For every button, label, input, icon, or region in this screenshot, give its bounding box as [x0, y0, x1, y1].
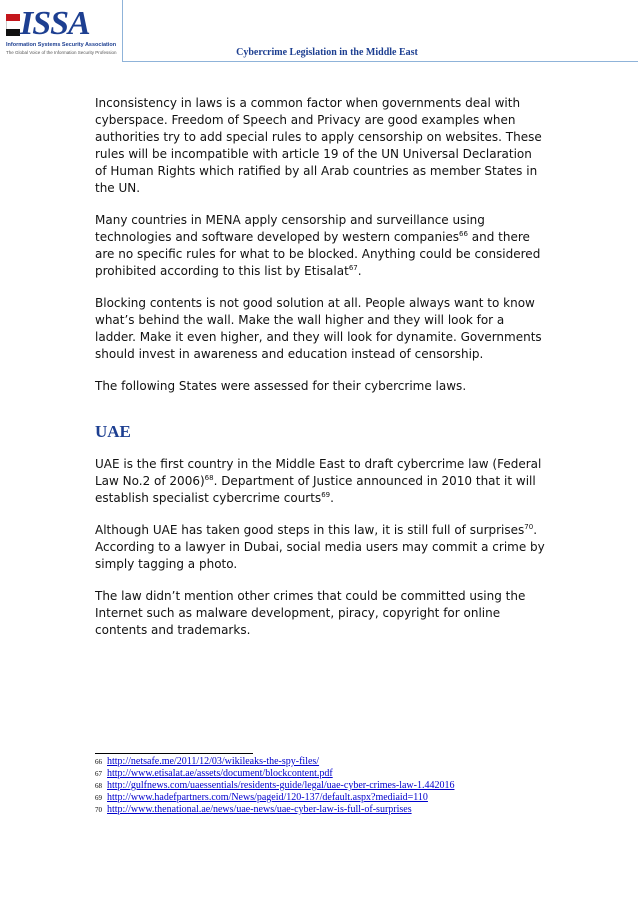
footnote-number: 66 — [95, 758, 102, 766]
paragraph: Many countries in MENA apply censorship and surveillance using technologies and software developed by western companies$^{66}$ and there are no specific rules for what to be blocked. Anything could be considered prohibited according to this list by Etisalat$^{67}$. — [95, 213, 541, 278]
footnote — [95, 792, 555, 804]
footnote — [95, 768, 555, 780]
footnote-separator — [95, 753, 253, 754]
logo-subtitle: Information Systems Security Association — [6, 42, 117, 48]
paragraph: Blocking contents is not good solution at all. People always want to know what’s behind the wall. Make the wall higher and they will look for a ladder. Make it even higher, and they will look for dynamite. Governments should invest in awareness and education instead of censorship. — [95, 296, 542, 361]
paragraph: UAE is the first country in the Middle East to draft cybercrime law (Federal Law No.2 of 2006)$^{68}$. Department of Justice announced in 2010 that it will establish specialist cybercrime courts$^{69}$. — [95, 457, 542, 505]
footnote-link[interactable]: http://netsafe.me/2011/12/03/wikileaks-the-spy-files/ — [107, 756, 320, 767]
footnote-link[interactable]: http://www.etisalat.ae/assets/document/blockcontent.pdf — [107, 768, 333, 779]
footnote-link[interactable]: http://www.thenational.ae/news/uae-news/uae-cyber-law-is-full-of-surprises — [107, 804, 412, 815]
paragraph: The following States were assessed for their cybercrime laws. — [95, 379, 467, 393]
section-heading: UAE — [95, 422, 131, 441]
paragraph: Although UAE has taken good steps in this law, it is still full of surprises$^{70}$. According to a lawyer in Dubai, social media users may commit a crime by simply tagging a photo. — [95, 523, 545, 571]
logo-tagline: The Global Voice of the Information Security Profession — [6, 50, 117, 55]
footnote-number: 69 — [95, 794, 102, 802]
footnote-link[interactable]: http://gulfnews.com/uaessentials/residents-guide/legal/uae-cyber-crimes-law-1.442016 — [107, 780, 455, 791]
footnote-link[interactable]: http://www.hadefpartners.com/News/pageid/120-137/default.aspx?mediaid=110 — [107, 792, 428, 803]
logo-wordmark: ISSA — [20, 5, 90, 42]
footnote — [95, 756, 555, 768]
footnote-number: 68 — [95, 782, 102, 790]
footnote — [95, 804, 555, 816]
issa-logo — [0, 0, 122, 62]
footnote — [95, 780, 555, 792]
paragraph: The law didn’t mention other crimes that could be committed using the Internet such as malware development, piracy, copyright for online contents and trademarks. — [95, 589, 526, 637]
footnote-ref[interactable]: 69 — [321, 491, 331, 499]
footnotes — [95, 756, 555, 816]
document-title: Cybercrime Legislation in the Middle East — [236, 47, 418, 58]
egypt-flag-icon — [6, 14, 20, 36]
document-body — [95, 95, 545, 654]
footnote-number: 67 — [95, 770, 102, 778]
page-header — [0, 0, 638, 62]
header-horizontal-rule — [122, 61, 638, 62]
paragraph: Inconsistency in laws is a common factor when governments deal with cyberspace. Freedom of Speech and Privacy are good examples when authorities try to add special rules to apply censorship on websites. These rules will be incompatible with article 19 of the UN Universal Declaration of Human Rights which ratified by all Arab countries as member States in the UN. — [95, 96, 542, 195]
footnote-number: 70 — [95, 806, 102, 814]
footnote-ref[interactable]: 68 — [204, 474, 214, 482]
footnote-ref[interactable]: 67 — [348, 264, 358, 272]
footnote-ref[interactable]: 70 — [524, 523, 534, 531]
footnote-ref[interactable]: 66 — [459, 230, 468, 238]
